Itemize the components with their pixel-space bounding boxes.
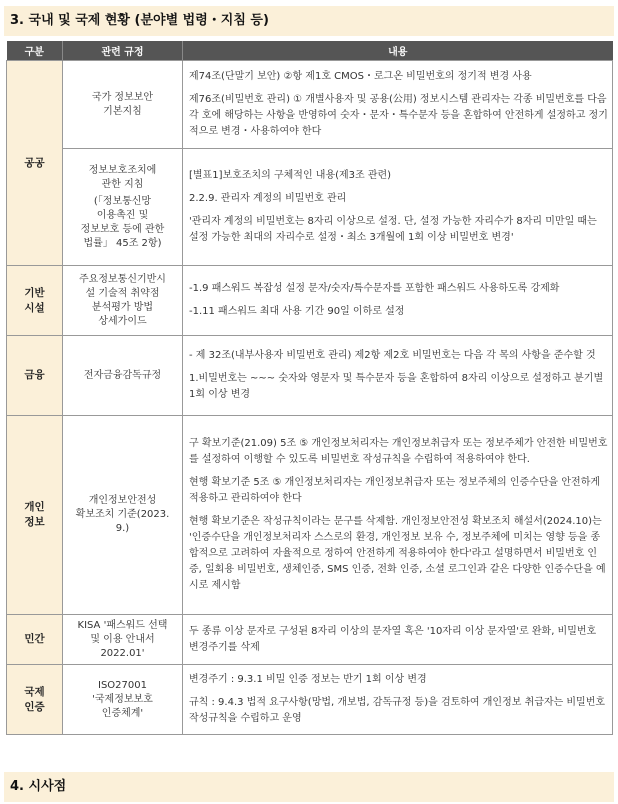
content-item: -1.9 패스워드 복잡성 설정 문자/숫자/특수문자를 포함한 패스워드 사용하도록 강제화 xyxy=(189,283,560,294)
regulation-name-cell xyxy=(63,149,183,266)
regulation-name: 국가 정보보안 기본지침 xyxy=(63,61,183,149)
content-item: 제76조(비밀번호 관리) ① 개별사용자 및 공용(公用) 정보시스템 관리자는 각종 비밀번호를 다음 각 호에 해당하는 사항을 반영하여 숫자・문자・특수문자 등을 혼합하여 안전하게 설정하고 정기적으로 변경・사용하여야 한다 xyxy=(189,94,608,137)
regulation-table xyxy=(6,41,613,735)
regulation-content xyxy=(183,615,613,665)
table-header-row xyxy=(7,41,613,61)
content-item: [별표1]보호조치의 구체적인 내용(제3조 관련) xyxy=(189,170,392,181)
content-item: 1.비밀번호는 ~~~ 숫자와 영문자 및 특수문자 등을 혼합하여 8자리 이상으로 설정하고 분기별 1회 이상 변경 xyxy=(189,373,604,400)
category-privacy: 개인 정보 xyxy=(7,416,63,615)
category-public: 공공 xyxy=(7,61,63,266)
category-intl: 국제 인증 xyxy=(7,665,63,735)
content-item: '관리자 계정의 비밀번호는 8자리 이상으로 설정. 단, 설정 가능한 자리수가 8자리 미만일 때는 설정 가능한 최대의 자리수로 설정・최소 3개월에 1회 이상 비밀번호 변경' xyxy=(189,216,597,243)
content-item: 두 종류 이상 문자로 구성된 8자리 이상의 문자열 혹은 '10자리 이상 문자열'로 완화, 비밀번호 변경주기를 삭제 xyxy=(189,625,597,653)
content-item: 현행 확보기준 5조 ⑤ 개인정보처리자는 개인정보취급자 또는 정보주체의 인증수단을 안전하게 적용하고 관리하여야 한다 xyxy=(189,477,601,504)
table-row xyxy=(7,665,613,735)
category-finance: 금융 xyxy=(7,336,63,416)
table-row xyxy=(7,336,613,416)
content-item: 규칙 : 9.4.3 법적 요구사항(망법, 개보법, 감독규정 등)을 검토하여 개인정보 취급자는 비밀번호 작성규칙을 수립하고 운영 xyxy=(189,697,606,724)
table-row xyxy=(7,266,613,336)
regulation-content xyxy=(183,336,613,416)
content-item: 변경주기 : 9.3.1 비밀 인증 정보는 반기 1회 이상 변경 xyxy=(189,674,427,685)
content-item: 제74조(단말기 보안) ②항 제1호 CMOS・로그온 비밀번호의 정기적 변경 사용 xyxy=(189,71,532,82)
regulation-name: ISO27001 '국제정보보호 인증체계' xyxy=(63,665,183,735)
category-infra: 기반 시설 xyxy=(7,266,63,336)
table-row xyxy=(7,416,613,615)
regulation-content xyxy=(183,61,613,149)
header-content: 내용 xyxy=(183,41,613,61)
table-row xyxy=(7,61,613,149)
regulation-subtitle: (「정보통신망 이용촉진 및 정보보호 등에 관한 법률」 45조 2항) xyxy=(80,195,165,249)
regulation-name: 개인정보안전성 확보조치 기준(2023. 9.) xyxy=(63,416,183,615)
regulation-name: KISA '패스워드 선택 및 이용 안내서 2022.01' xyxy=(63,615,183,665)
category-private: 민간 xyxy=(7,615,63,665)
content-item: 현행 확보기준은 작성규칙이라는 문구를 삭제함. 개인정보안전성 확보조치 해설서(2024.10)는 '인증수단을 개인정보처리자 스스로의 환경, 개인정보 보유 수, 정보주체에 미치는 영향 등을 종합적으로 고려하여 자율적으로 정하여 안전하게 적용하여야 한다'라고 설명하면서 비밀번호 인증, 일회용 비밀번호, 생체인증, SMS 인증, 전화 인증, 소셜 로그인과 같은 다양한 인증수단을 예시로 제시함 xyxy=(189,516,606,591)
regulation-name: 전자금융감독규정 xyxy=(63,336,183,416)
section-4-title: 4. 시사점 xyxy=(4,772,614,802)
regulation-name: 주요정보통신기반시 설 기술적 취약점 분석평가 방법 상세가이드 xyxy=(63,266,183,336)
regulation-name: 정보보호조치에 관한 지침 xyxy=(88,164,157,190)
table-row xyxy=(7,149,613,266)
section-3-title: 3. 국내 및 국제 현황 (분야별 법령・지침 등) xyxy=(4,6,614,36)
regulation-content xyxy=(183,665,613,735)
header-regulation: 관련 규정 xyxy=(63,41,183,61)
content-item: 2.2.9. 관리자 계정의 비밀번호 관리 xyxy=(189,193,347,204)
content-item: - 제 32조(내부사용자 비밀번호 관리) 제2항 제2호 비밀번호는 다음 각 목의 사항을 준수할 것 xyxy=(189,350,596,361)
content-item: -1.11 패스워드 최대 사용 기간 90일 이하로 설정 xyxy=(189,306,405,317)
regulation-content xyxy=(183,416,613,615)
regulation-content xyxy=(183,266,613,336)
table-row xyxy=(7,615,613,665)
regulation-content xyxy=(183,149,613,266)
header-category: 구분 xyxy=(7,41,63,61)
content-item: 구 확보기준(21.09) 5조 ⑤ 개인정보처리자는 개인정보취급자 또는 정보주체가 안전한 비밀번호를 설정하여 이행할 수 있도록 비밀번호 작성규칙을 수립하여 적용하여야 한다. xyxy=(189,438,608,465)
